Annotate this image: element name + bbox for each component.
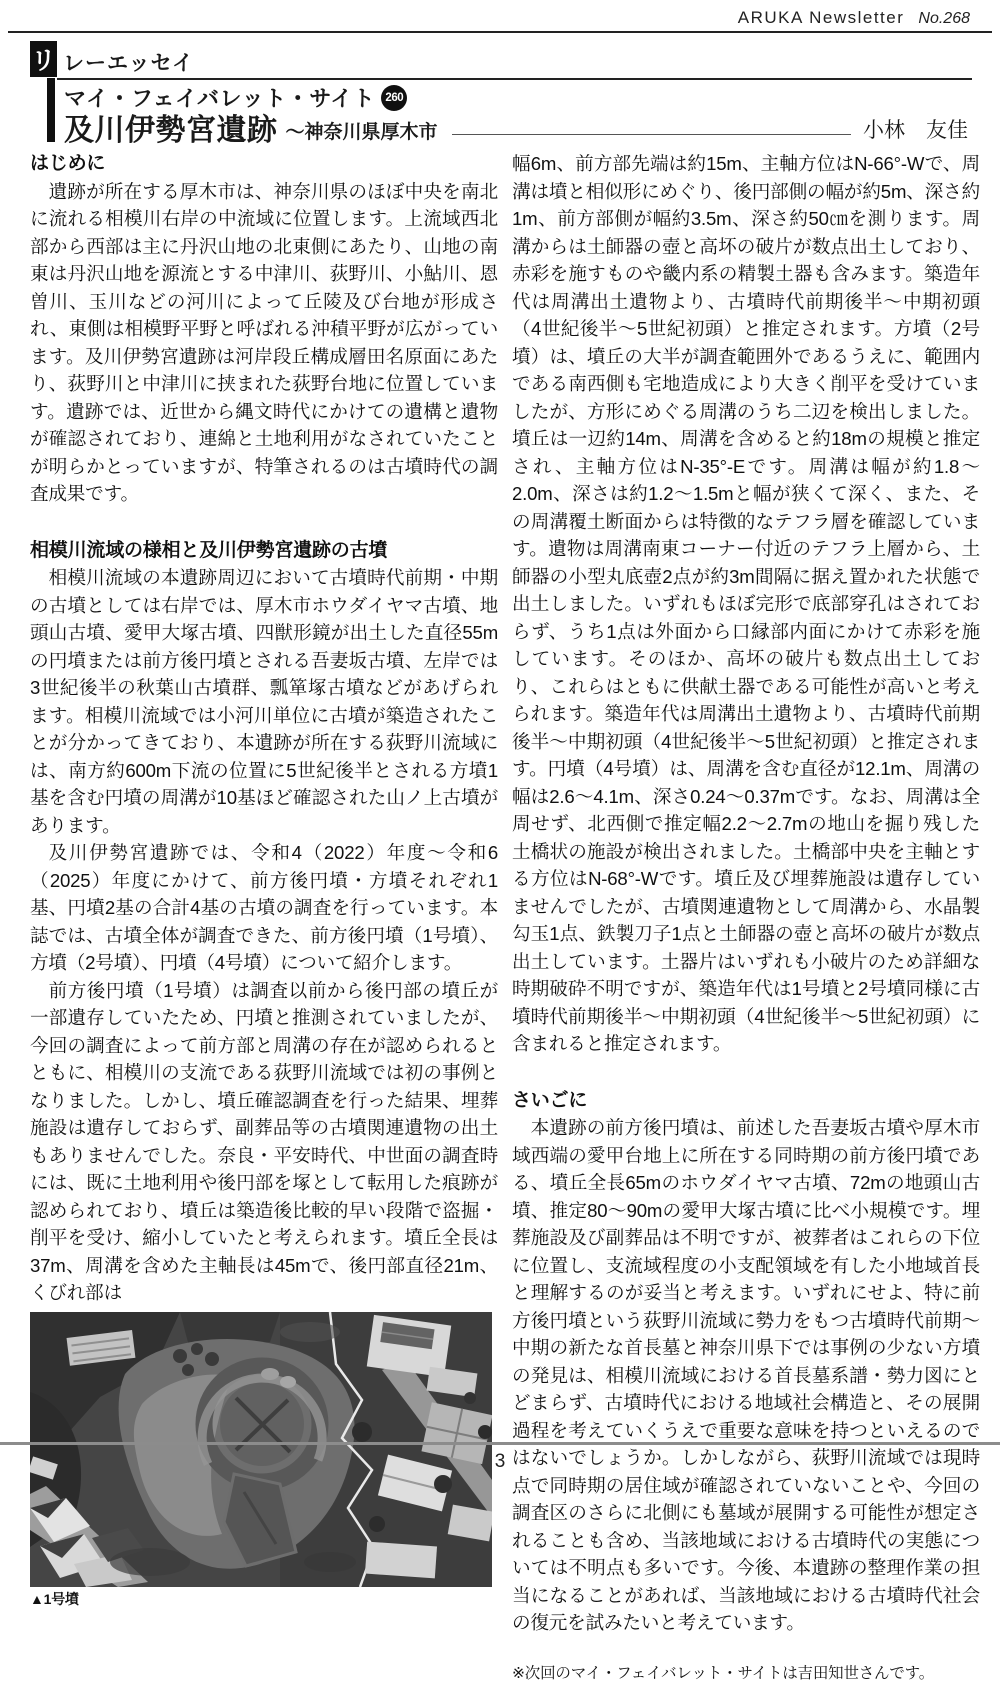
footer-rule [0, 1442, 1000, 1445]
next-issue-note: ※次回のマイ・フェイバレット・サイトは吉田知世さんです。 [512, 1664, 935, 1682]
paragraph-kofun-2: 及川伊勢宮遺跡では、令和4（2022）年度〜令和6（2025）年度にかけて、前方後円墳・方墳それぞれ1基、円墳2基の合計4基の古墳の調査を行っています。本誌では、古墳全体が調査できた、前方後円墳（1号墳）、方墳（2号墳）、円墳（4号墳）について紹介します。 [30, 842, 498, 973]
column-title: マイ・フェイバレット・サイト [64, 86, 376, 111]
title-leader-line [452, 134, 851, 135]
series-initial-badge: リ [30, 41, 57, 77]
figure-caption: ▲1号墳 [30, 1590, 79, 1607]
newsletter-title: ARUKA Newsletter [737, 8, 905, 27]
paragraph-intro: 遺跡が所在する厚木市は、神奈川県のほぼ中央を南北に流れる相模川右岸の中流域に位置します。上流域西北部から西部は主に丹沢山地の北東側にあたり、山地の南東は丹沢山地を源流とする中津川、荻野川、小鮎川、恩曽川、玉川などの河川によって丘陵及び台地が形成され、東側は相模野平野と呼ばれる沖積平野が広がっています。及川伊勢宮遺跡は河岸段丘構成層田名原面にあたり、荻野川と中津川に挟まれた荻野台地に位置しています。遺跡では、近世から縄文時代にかけての遺構と遺物が確認されており、連綿と土地利用がなされていたことが明らかとっていますが、特筆されるのは古墳時代の調査成果です。 [30, 180, 498, 504]
issue-number: No.268 [918, 10, 970, 27]
title-accent-bar [47, 78, 55, 142]
paragraph-continuation: 幅6m、前方部先端は約15m、主軸方位はN-66°-Wで、周溝は墳と相似形にめぐり、後円部側の幅が約5m、深さ約1m、前方部側が幅約3.5m、深さ約50㎝を測ります。周溝からは土師器の壺と高坏の破片が数点出土しており、赤彩を施すものや畿内系の精製土器も含みます。築造年代は周溝出土遺物より、古墳時代前期後半〜中期初頭（4世紀後半〜5世紀初頭）と推定されます。方墳（2号墳）は、墳丘の大半が調査範囲外であるうえに、範囲内である南西側も宅地造成により大きく削平を受けていましたが、方形にめぐる周溝のうち二辺を検出しました。墳丘は一辺約14m、周溝を含めると約18mの規模と推定され、主軸方位はN-35°-Eです。周溝は幅が約1.8〜2.0m、深さは約1.2〜1.5mと幅が狭くて深く、また、その周溝覆土断面からは特徴的なテフラ層を確認しています。遺物は周溝南東コーナー付近のテフラ上層から、土師器の小型丸底壺2点が約3m間隔に据え置かれた状態で出土しました。いずれもほぼ完形で底部穿孔はされておらず、うち1点は外面から口縁部内面にかけて赤彩を施しています。そのほか、高坏の破片も数点出土しており、これらはともに供献土器である可能性が高いと考えられます。築造年代は周溝出土遺物より、古墳時代前期後半〜中期初頭（4世紀後半〜5世紀初頭）と推定されます。円墳（4号墳）は、周溝を含む直径が12.1m、周溝の幅は2.6〜4.1m、深さ0.24〜0.37mです。なお、周溝は全周せず、北西側で推定幅2.2〜2.7mの地山を掘り残した土橋状の施設が検出されました。土橋部中央を主軸とする方位はN-68°-Wです。墳丘及び埋葬施設は遺存していませんでしたが、古墳関連遺物として周溝から、水晶製勾玉1点、鉄製刀子1点と土師器の壺と高坏の破片が数点出土しています。土器片はいずれも小破片のため詳細な時期破砕不明ですが、築造年代は1号墳と2号墳同様に古墳時代前期後半〜中期初頭（4世紀後半〜5世紀初頭）に含まれると推定されます。 [512, 153, 980, 1054]
section-heading-kofun: 相模川流域の様相と及川伊勢宮遺跡の古墳 [30, 539, 388, 561]
series-label: レーエッセイ [63, 52, 194, 75]
paragraph-kofun-3: 前方後円墳（1号墳）は調査以前から後円部の墳丘が一部遺存していたため、円墳と推測されていましたが、今回の調査によって前方部と周溝の存在が認められるとともに、相模川の支流である荻野川流域では初の事例となりました。しかし、墳丘確認調査を行った結果、埋葬施設は遺存しておらず、副葬品等の古墳関連遺物の出土もありませんでした。奈良・平安時代、中世面の調査時には、既に土地利用や後円部を塚として転用した痕跡が認められており、墳丘は築造後比較的早い段階で盗掘・削平を受け、縮小していたと考えられます。墳丘全長は37m、周溝を含めた主軸長は45mで、後円部直径21m、くびれ部は [30, 979, 498, 1303]
page-subtitle: 〜神奈川県厚木市 [285, 121, 438, 143]
paragraph-kofun-1: 相模川流域の本遺跡周辺において古墳時代前期・中期の古墳としては右岸では、厚木市ホウダイヤマ古墳、地頭山古墳、愛甲大塚古墳、四獣形鏡が出土した直径55mの円墳または前方後円墳とされる吾妻坂古墳、左岸では3世紀後半の秋葉山古墳群、瓢箪塚古墳などがあげられます。相模川流域では小河川単位に古墳が築造されたことが分かってきており、本遺跡が所在する荻野川流域には、南方約600m下流の位置に5世紀後半とされる方墳1基を含む円墳の周溝が10基ほど確認された山ノ上古墳があります。 [30, 567, 498, 836]
site-aerial-photo [30, 1312, 492, 1587]
author-name: 小林 友佳 [863, 119, 968, 142]
top-rule [8, 31, 992, 33]
newsletter-header [738, 8, 970, 28]
paragraph-conclusion: 本遺跡の前方後円墳は、前述した吾妻坂古墳や厚木市域西端の愛甲台地上に所在する同時期の前方後円墳である、墳丘全長65mのホウダイヤマ古墳、72mの地頭山古墳、推定80〜90mの愛甲大塚古墳に比べ小規模です。埋葬施設及び副葬品は不明ですが、被葬者はこれらの下位に位置し、支流域程度の小支配領域を有した小地域首長と理解するのが妥当と考えます。いずれにせよ、特に前方後円墳という荻野川流域に勢力をもつ古墳時代前期〜中期の新たな首長墓と神奈川県下では事例の少ない方墳の発見は、相模川流域における首長墓系譜・勢力図にとどまらず、古墳時代における地域社会構造と、その展開過程を考えていくうえで重要な意味を持つといえるのではないでしょうか。しかしながら、荻野川流域では現時点で同時期の居住域が確認されていないことや、今回の調査区のさらに北側にも墓域が展開する可能性が想定されることも含め、当該地域における古墳時代の実態については不明点も多いです。今後、本遺跡の整理作業の担当になることがあれば、当該地域における古墳時代社会の復元を試みたいと考えています。 [512, 1117, 980, 1633]
section-heading-conclusion: さいごに [512, 1089, 588, 1111]
section-heading-intro: はじめに [30, 153, 106, 174]
column-number-badge: 260 [381, 85, 407, 111]
page-title: 及川伊勢宮遺跡 [64, 114, 278, 147]
page-number: 3 [494, 1451, 506, 1472]
left-column [30, 150, 498, 1609]
masthead-rule [57, 78, 972, 80]
title-row [64, 105, 968, 149]
